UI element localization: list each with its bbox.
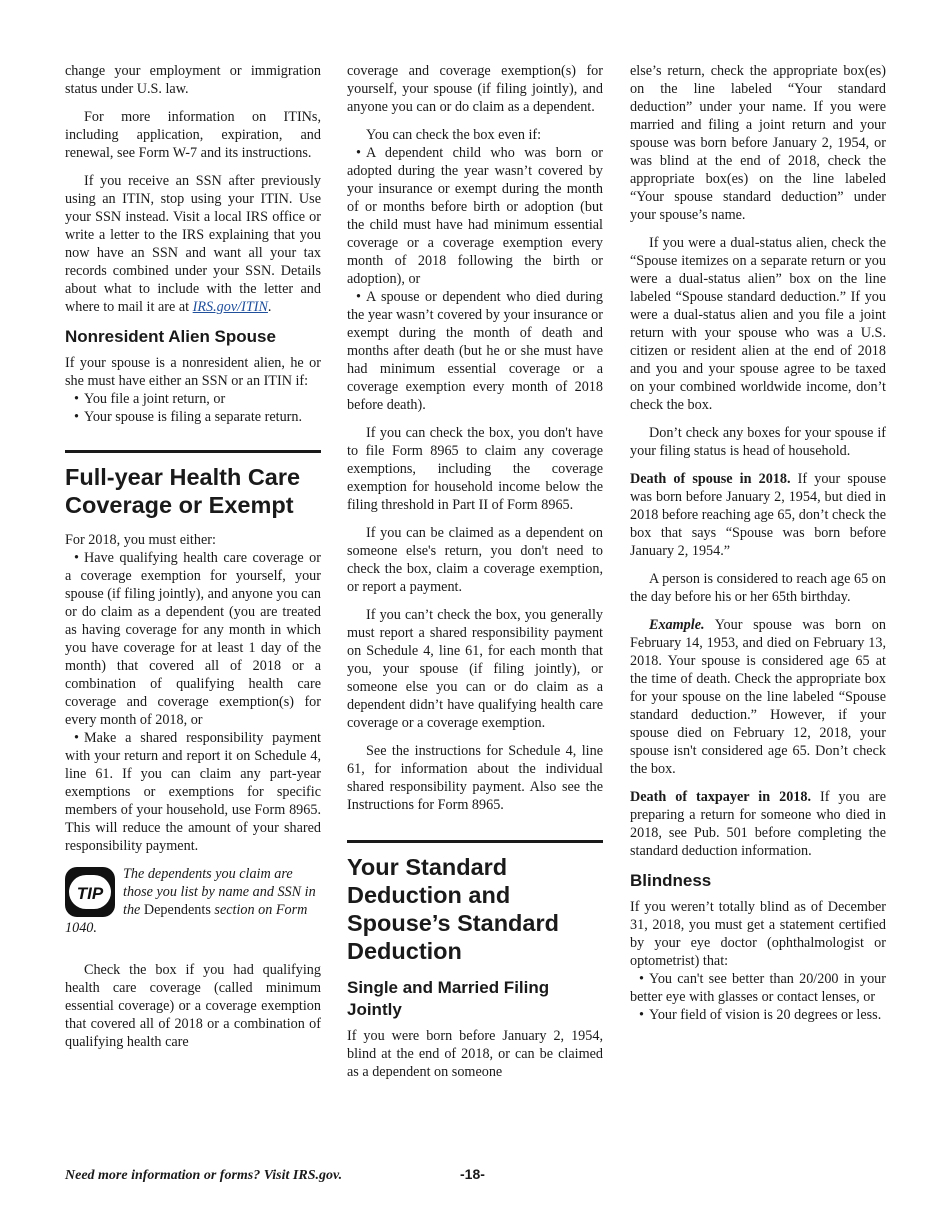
bullet-text: You file a joint return, or xyxy=(84,391,226,407)
death-of-spouse-runin: Death of spouse in 2018. xyxy=(630,471,791,487)
paragraph-text: Your spouse was born on February 14, 1953, and died on February 13, 2018. Your spouse is considered age 65 at the time of death. Check the appropriate box for your spouse on the line labeled “Spouse standard deduction.” However, if your spouse died on February 12, 2018, your spouse isn't considered age 65. Don’t check the box. xyxy=(630,617,886,777)
bullet-icon: • xyxy=(639,1007,644,1023)
paragraph: You can check the box even if: xyxy=(366,127,542,143)
page-number: -18- xyxy=(460,1166,485,1182)
bullet-item xyxy=(65,408,321,426)
paragraph-text: If you are preparing a return for someone who died in 2018, see Pub. 501 before completing the standard deduction information. xyxy=(630,789,886,859)
bullet-text: Make a shared responsibility payment with your return and report it on Schedule 4, line 61. If you can claim any part-year exemptions or exemptions for specific members of your household, use Form 8965. This will reduce the amount of your shared responsibility payment. xyxy=(65,730,321,854)
paragraph: See the instructions for Schedule 4, line 61, for information about the individual shared responsibility payment. Also see the Instructions for Form 8965. xyxy=(347,743,603,813)
column-3 xyxy=(630,62,886,1034)
example-runin: Example. xyxy=(649,617,705,633)
paragraph: else’s return, check the appropriate box(es) on the line labeled “Your standard deduction” under your name. If you were married and filing a joint return and your spouse was born before January 2, 1954, or was blind at the end of 2018, check the appropriate box(es) on the line labeled “Your spouse standard deduction” under your spouse’s name. xyxy=(630,63,886,223)
bullet-item xyxy=(347,288,603,414)
paragraph: For 2018, you must either: xyxy=(65,532,216,548)
paragraph: Don’t check any boxes for your spouse if your filing status is head of household. xyxy=(630,425,886,459)
paragraph xyxy=(65,172,321,316)
death-of-taxpayer-runin: Death of taxpayer in 2018. xyxy=(630,789,812,805)
paragraph: If you weren’t totally blind as of December 31, 2018, you must get a statement certified by your eye doctor (ophthalmologist or optometrist) that: xyxy=(630,899,886,969)
section-heading-nonresident-alien-spouse: Nonresident Alien Spouse xyxy=(65,327,276,346)
column-2 xyxy=(347,62,603,1091)
bullet-icon: • xyxy=(74,550,79,566)
bullet-icon: • xyxy=(356,145,361,161)
subheading-single-married-filing-jointly: Single and Married Filing Jointly xyxy=(347,978,550,1019)
paragraph: If your spouse is a nonresident alien, he or she must have either an SSN or an ITIN if: xyxy=(65,355,321,389)
tip-text: section on Form 1040. xyxy=(65,902,308,936)
paragraph xyxy=(630,616,886,778)
paragraph: If you can be claimed as a dependent on someone else's return, you don't need to check the box, claim a coverage exemption, or report a payment. xyxy=(347,525,603,595)
bullet-text: You can't see better than 20/200 in your better eye with glasses or contact lenses, or xyxy=(630,971,886,1005)
period: . xyxy=(267,299,272,315)
bullet-item xyxy=(347,144,603,288)
bullet-item xyxy=(630,1006,886,1024)
tip-box xyxy=(65,865,321,937)
paragraph: If you can’t check the box, you generally must report a shared responsibility payment on Schedule 4, line 61, for each month that you, your spouse (if filing jointly), or someone else you can or do claim as a dependent didn’t have qualifying health care coverage or a coverage exemption. xyxy=(347,607,603,731)
bullet-icon: • xyxy=(356,289,361,305)
paragraph: A person is considered to reach age 65 on the day before his or her 65th birthday. xyxy=(630,571,886,605)
footer-note: Need more information or forms? Visit IRS.gov. xyxy=(65,1168,343,1183)
tip-icon xyxy=(65,867,115,917)
paragraph: If you can check the box, you don't have to file Form 8965 to claim any coverage exemptions, including the coverage exemption for household income below the filing threshold in Part II of Form 8965. xyxy=(347,425,603,513)
bullet-icon: • xyxy=(74,730,79,746)
bullet-item xyxy=(630,970,886,1006)
paragraph-text: If your spouse was born before January 2, 1954, but died in 2018 before reaching age 65, don’t check the box that says “Spouse was born before January 2, 1954.” xyxy=(630,471,886,559)
paragraph: If you were a dual-status alien, check the “Spouse itemizes on a separate return or you were a dual-status alien” box on the line labeled “Spouse standard deduction.” If you were a dual-status alien and you file a joint return with your spouse who was a U.S. citizen or resident alien at the end of 2018 and you and your spouse agree to be taxed on your combined worldwide income, don’t check the box. xyxy=(630,235,886,413)
section-heading-full-year-health-care: Full-year Health Care Coverage or Exempt xyxy=(65,450,321,519)
section-heading-standard-deduction: Your Standard Deduction and Spouse’s Standard Deduction xyxy=(347,840,603,965)
bullet-item xyxy=(65,390,321,408)
irs-itin-link[interactable]: IRS.gov/ITIN xyxy=(192,299,268,315)
bullet-item xyxy=(65,549,321,729)
bullet-icon: • xyxy=(74,409,79,425)
tip-dependents: Dependents xyxy=(143,902,211,918)
paragraph: For more information on ITINs, including application, expiration, and renewal, see Form W-7 and its instructions. xyxy=(65,109,321,161)
paragraph: Check the box if you had qualifying health care coverage (called minimum essential coverage) or a coverage exemption that covered all of 2018 or a combination of qualifying health care xyxy=(65,962,321,1050)
bullet-text: Have qualifying health care coverage or a coverage exemption for yourself, your spouse (if filing jointly), and anyone you can or do claim as a dependent (you are treated as having coverage for any month in which you have coverage for at least 1 day of the month) that covered all of 2018 or a combination of qualifying health care coverage and coverage exemption(s) for every month of 2018, or xyxy=(65,550,321,728)
paragraph-text: If you receive an SSN after previously using an ITIN, stop using your ITIN. Use your SSN instead. Visit a local IRS office or write a letter to the IRS explaining that you now have an SSN and want all your tax records combined under your SSN. Details about what to include with the letter and where to mail it are at xyxy=(65,173,321,315)
paragraph xyxy=(630,470,886,560)
bullet-text: A spouse or dependent who died during the year wasn’t covered by your insurance or exempt during the month of death and months after death (but he or she must have had minimum essential coverage or a coverage exemption every month of 2018 before death). xyxy=(347,289,603,413)
paragraph: change your employment or immigration status under U.S. law. xyxy=(65,63,321,97)
bullet-text: Your spouse is filing a separate return. xyxy=(84,409,303,425)
bullet-text: Your field of vision is 20 degrees or less. xyxy=(649,1007,882,1023)
tip-text: The dependents you claim are those you list by name and SSN in the xyxy=(123,866,316,918)
bullet-text: A dependent child who was born or adopted during the year wasn’t covered by your insurance or exempt during the month of or months before birth or adoption (but the child must have had minimum essential coverage or a coverage exemption every month of 2018 following the birth or adoption), or xyxy=(347,145,603,287)
bullet-icon: • xyxy=(639,971,644,987)
bullet-icon: • xyxy=(74,391,79,407)
paragraph xyxy=(630,788,886,860)
bullet-item xyxy=(65,729,321,855)
paragraph: coverage and coverage exemption(s) for yourself, your spouse (if filing jointly), and anyone you can or do claim as a dependent. xyxy=(347,63,603,115)
column-1 xyxy=(65,62,321,1061)
section-heading-blindness: Blindness xyxy=(630,871,712,890)
tip-icon-label: TIP xyxy=(76,884,104,903)
paragraph: If you were born before January 2, 1954, blind at the end of 2018, or can be claimed as a dependent on someone xyxy=(347,1028,603,1080)
